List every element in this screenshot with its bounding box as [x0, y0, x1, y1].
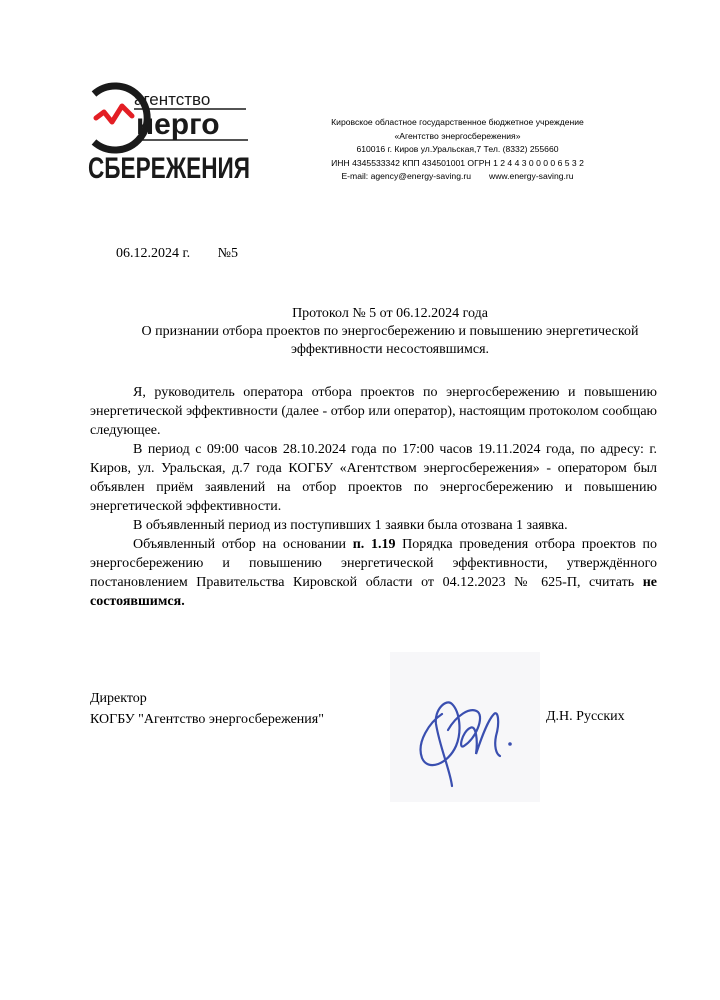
paragraph-4 — [90, 535, 657, 611]
document-meta — [116, 246, 238, 262]
title-line-1: Протокол № 5 от 06.12.2024 года — [292, 306, 488, 321]
org-website: www.energy-saving.ru — [489, 171, 574, 182]
title-line-3: эффективности несостоявшимся. — [290, 342, 490, 357]
protocol-body — [90, 383, 657, 611]
paragraph-3: В объявленный период из поступивших 1 заявки была отозвана 1 заявка. — [133, 518, 568, 533]
signatory-name: Д.Н. Русских — [546, 709, 625, 724]
paragraph-4-start: Объявленный отбор на основании — [133, 537, 353, 552]
signatory-org: КОГБУ "Агентство энергосбережения" — [90, 712, 324, 727]
paragraph-4-clause: п. 1.19 — [352, 537, 396, 552]
paragraph-2: В период с 09:00 часов 28.10.2024 года по 17:00 часов 19.11.2024 года, по адресу: г. Киров, ул. Уральская, д.7 года КОГБУ «Агентством энергосбережения» - оператором был объявлен приём заявлений на отбор проектов по энергосбережению и повышению энергетической эффективности. — [90, 442, 657, 514]
org-title-line: «Агентство энергосбережения» — [394, 130, 521, 141]
paragraph-4-conclusion: не состоявшимся. — [90, 575, 657, 609]
org-header — [300, 116, 615, 184]
logo-top-text: агентство — [134, 90, 211, 109]
org-address-line: 610016 г. Киров ул.Уральская,7 Тел. (8332) 255660 — [356, 144, 559, 155]
signatory-position: Директор — [90, 691, 147, 706]
logo-graphic — [86, 86, 256, 186]
document-date: 06.12.2024 г. — [116, 246, 191, 261]
logo-mid-text: нерго — [136, 108, 220, 141]
signatory-block — [90, 688, 324, 730]
agency-logo — [86, 86, 256, 186]
title-line-2: О признании отбора проектов по энергосбережению и повышению энергетической — [141, 324, 639, 339]
org-requisites-line: ИНН 4345533342 КПП 434501001 ОГРН 1 2 4 4 3 0 0 0 0 6 5 3 2 — [331, 157, 584, 168]
protocol-title — [60, 305, 720, 359]
handwritten-signature — [390, 652, 540, 802]
org-email: E-mail: agency@energy-saving.ru — [341, 171, 472, 182]
org-contacts-line — [300, 170, 615, 184]
paragraph-4-middle: Порядка проведения отбора проектов по энергосбережению и повышению энергетической эффективности, утверждённого постановлением Правительства Кировской области от 04.12.2023 № 625-П, считать — [90, 537, 657, 590]
logo-bottom-text: СБЕРЕЖЕНИЯ — [88, 152, 250, 185]
org-name-line: Кировское областное государственное бюджетное учреждение — [331, 117, 584, 127]
paragraph-1: Я, руководитель оператора отбора проектов по энергосбережению и повышению энергетической эффективности (далее - отбор или оператор), настоящим протоколом сообщаю следующее. — [90, 385, 657, 438]
document-number: №5 — [217, 246, 239, 261]
signature-graphic — [390, 652, 540, 802]
